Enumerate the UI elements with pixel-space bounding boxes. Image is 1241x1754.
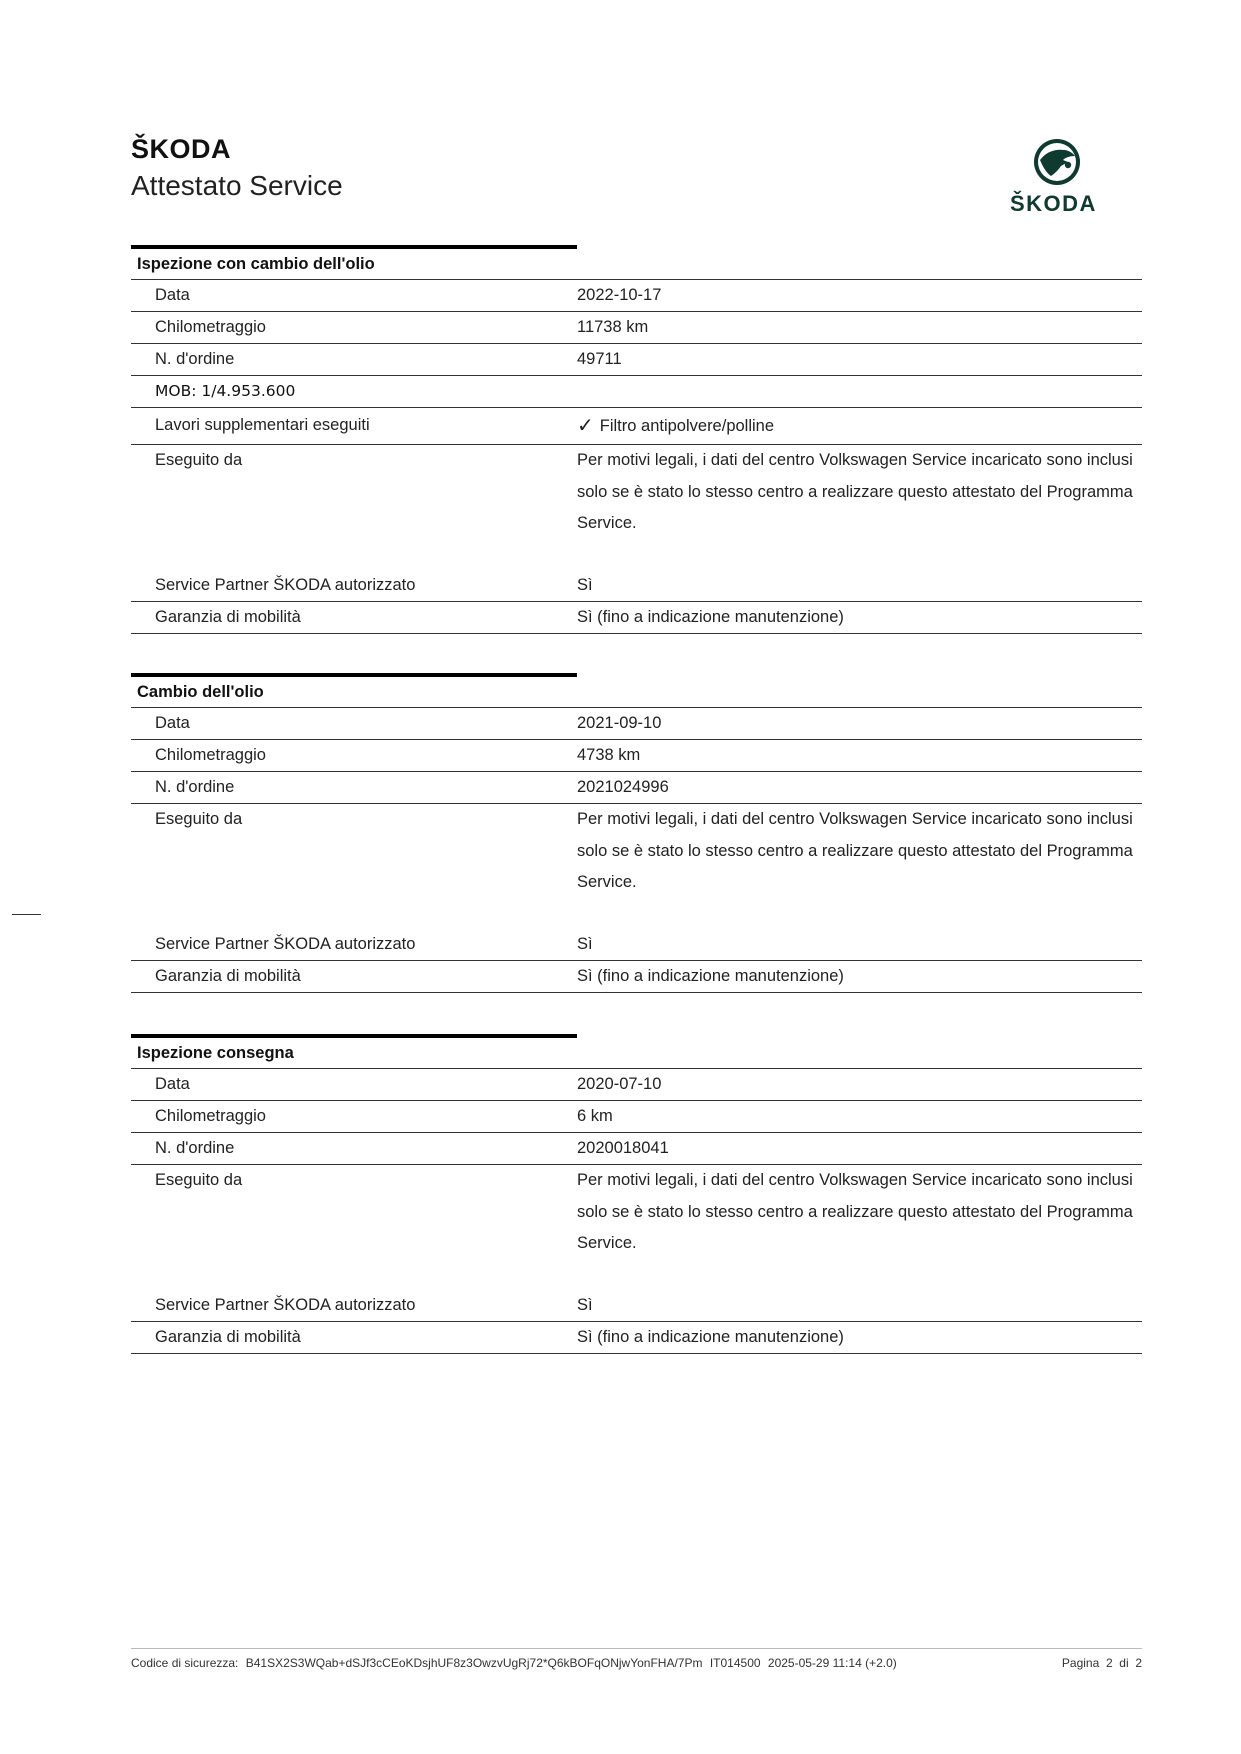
row-label: Garanzia di mobilità	[155, 1327, 301, 1346]
row-value: 6 km	[577, 1107, 613, 1125]
row-value: 2020-07-10	[577, 1075, 662, 1093]
row-mobility-guarantee	[131, 961, 1142, 993]
page-current: 2	[1105, 1656, 1113, 1670]
row-label: Chilometraggio	[155, 318, 266, 336]
row-label: Data	[155, 714, 190, 732]
row-order-number	[131, 1133, 1142, 1165]
row-value: Per motivi legali, i dati del centro Volkswagen Service incaricato sono inclusi solo se è stato lo stesso centro a realizzare questo attestato del Programma Service.	[577, 451, 1133, 532]
row-mobility-guarantee	[131, 602, 1142, 634]
row-authorized-partner	[131, 1290, 1142, 1322]
row-date	[131, 280, 1142, 312]
row-label: Chilometraggio	[155, 746, 266, 764]
row-label: Service Partner ŠKODA autorizzato	[155, 934, 416, 953]
footer-security-info	[131, 1656, 901, 1670]
service-section-oil-change	[131, 673, 1142, 993]
row-label: Eseguito da	[155, 1171, 243, 1189]
footer-divider	[131, 1648, 1142, 1649]
fold-mark	[12, 914, 41, 915]
logo-wordmark: ŠKODA	[1010, 191, 1097, 216]
row-value: 11738 km	[577, 318, 649, 336]
row-label: Service Partner ŠKODA autorizzato	[155, 575, 416, 594]
page-of: di	[1119, 1656, 1129, 1670]
row-mileage	[131, 740, 1142, 772]
row-value: 2022-10-17	[577, 286, 662, 304]
row-label: Lavori supplementari eseguiti	[155, 416, 370, 434]
row-mileage	[131, 312, 1142, 344]
row-label: Eseguito da	[155, 451, 243, 469]
service-section-oil-inspection	[131, 245, 1142, 634]
dealer-code: IT014500	[709, 1656, 761, 1670]
page-title: Attestato Service	[131, 170, 343, 201]
row-value: Sì	[577, 1295, 593, 1314]
row-value: Sì (fino a indicazione manutenzione)	[577, 966, 844, 985]
row-label: N. d'ordine	[155, 1139, 235, 1157]
checkmark-icon: ✓	[577, 415, 594, 437]
row-order-number	[131, 344, 1142, 376]
row-value: 4738 km	[577, 746, 641, 764]
row-label: N. d'ordine	[155, 350, 235, 368]
row-value: Sì (fino a indicazione manutenzione)	[577, 607, 844, 626]
row-label: Data	[155, 286, 190, 304]
row-value: 49711	[577, 350, 622, 368]
mob-text: MOB: 1/4.953.600	[155, 382, 296, 400]
section-title: Ispezione consegna	[131, 1038, 1142, 1069]
brand-name: ŠKODA	[131, 134, 232, 164]
row-value: Per motivi legali, i dati del centro Volkswagen Service incaricato sono inclusi solo se è stato lo stesso centro a realizzare questo attestato del Programma Service.	[577, 1171, 1133, 1252]
row-label: Service Partner ŠKODA autorizzato	[155, 1295, 416, 1314]
service-section-delivery-inspection	[131, 1034, 1142, 1354]
row-value: Filtro antipolvere/polline	[599, 417, 775, 435]
row-performed-by	[131, 445, 1142, 570]
row-performed-by	[131, 804, 1142, 929]
row-label: Eseguito da	[155, 810, 243, 828]
security-code: B41SX2S3WQab+dSJf3cCEoKDsjhUF8z3OwzvUgRj72*Q6kBOFqONjwYonFHA/7Pm	[245, 1656, 703, 1670]
page-number	[1062, 1656, 1142, 1670]
row-value: Sì	[577, 575, 593, 594]
section-title: Ispezione con cambio dell'olio	[131, 249, 1142, 280]
row-value: Sì (fino a indicazione manutenzione)	[577, 1327, 844, 1346]
timestamp: 2025-05-29 11:14 (+2.0)	[767, 1656, 897, 1670]
row-label: Garanzia di mobilità	[155, 607, 301, 626]
row-mobility-guarantee	[131, 1322, 1142, 1354]
row-date	[131, 708, 1142, 740]
security-code-label: Codice di sicurezza:	[131, 1656, 239, 1670]
row-label: N. d'ordine	[155, 778, 235, 796]
row-order-number	[131, 772, 1142, 804]
page-label: Pagina	[1061, 1656, 1100, 1670]
row-label: Garanzia di mobilità	[155, 966, 301, 985]
row-value: 2021-09-10	[577, 714, 662, 732]
row-performed-by	[131, 1165, 1142, 1290]
section-title: Cambio dell'olio	[131, 677, 1142, 708]
row-authorized-partner	[131, 929, 1142, 961]
row-mileage	[131, 1101, 1142, 1133]
row-date	[131, 1069, 1142, 1101]
row-value: Per motivi legali, i dati del centro Volkswagen Service incaricato sono inclusi solo se è stato lo stesso centro a realizzare questo attestato del Programma Service.	[577, 810, 1133, 891]
row-value: 2021024996	[577, 778, 669, 796]
row-value: 2020018041	[577, 1139, 669, 1157]
row-extra-work	[131, 408, 1142, 445]
row-label: Data	[155, 1075, 190, 1093]
row-label: Chilometraggio	[155, 1107, 266, 1125]
row-mob	[131, 376, 1142, 408]
row-value: Sì	[577, 934, 593, 953]
page-total: 2	[1135, 1656, 1142, 1670]
row-authorized-partner	[131, 570, 1142, 602]
